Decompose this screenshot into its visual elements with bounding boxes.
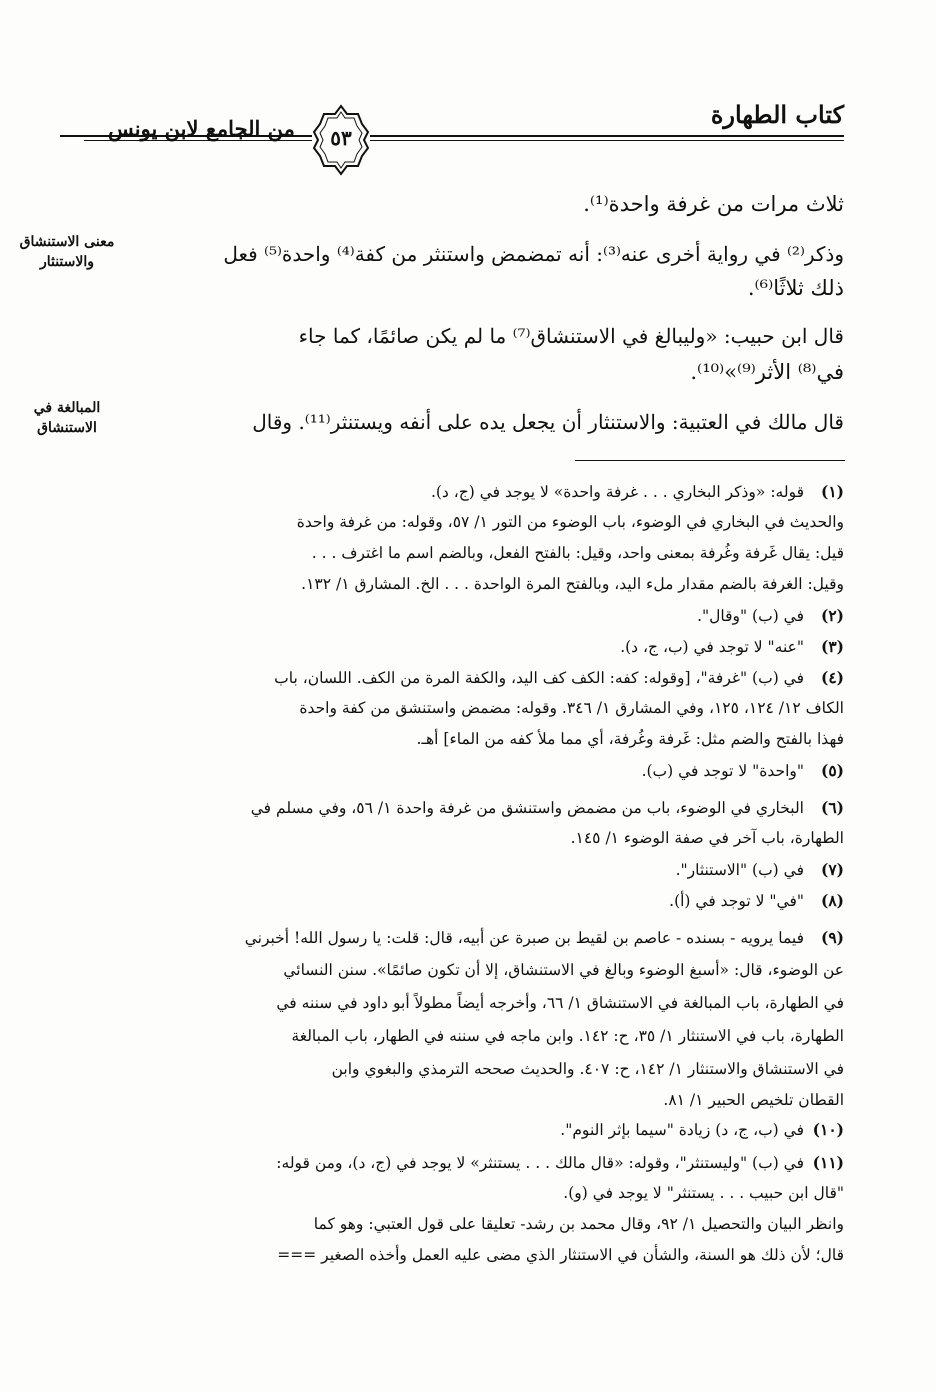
footnote-number: (٢) [820, 606, 844, 625]
main-paragraph-2-line-1: وذكر⁽²⁾ في رواية أخرى عنه⁽³⁾: أنه تمضمض واستنثر من كفة⁽⁴⁾ واحدة⁽⁵⁾ فعل [223, 242, 844, 266]
footnote-1-line-4: وقيل: الغرفة بالضم مقدار ملء اليد، وبالفتح المرة الواحدة . . . الخ. المشارق ١/ ١٣٢. [301, 575, 844, 593]
footnote-11-line-4: قال؛ لأن ذلك هو السنة، والشأن في الاستنثار الذي مضى عليه العمل وأخذه الصغير === [277, 1246, 844, 1264]
main-paragraph-3-line-2: في⁽⁸⁾ الأثر⁽⁹⁾»⁽¹⁰⁾. [690, 360, 844, 384]
footnote-9-line-2: عن الوضوء، قال: «أسبغ الوضوء وبالغ في الاستنشاق، إلا أن تكون صائمًا». سنن النسائي [283, 961, 844, 979]
main-paragraph-2-line-2: ذلك ثلاثًا⁽⁶⁾. [747, 276, 844, 300]
header-rule [60, 135, 844, 137]
footnote-number: (٣) [820, 637, 844, 656]
footnote-number: (١١) [812, 1153, 844, 1172]
footnote-10 [84, 1114, 844, 1146]
footnote-11 [84, 1147, 844, 1179]
footnote-number: (١) [820, 482, 844, 501]
footnote-number: (٨) [820, 891, 844, 910]
margin-note-exaggeration: المبالغة في الاستنشاق [33, 400, 101, 436]
footnote-5 [84, 755, 844, 787]
footnote-text: "عنه" لا توجد في (ب، ج، د). [620, 638, 804, 656]
footnote-text: في (ب) "غرفة"، [وقوله: كفه: الكف كف اليد، والكفة المرة من الكف. اللسان، باب [274, 669, 804, 687]
footnote-number: (٩) [820, 928, 844, 947]
page-number-ornament [312, 102, 370, 178]
footnote-text: "واحدة" لا توجد في (ب). [641, 762, 804, 780]
book-title: كتاب الطهارة [710, 100, 844, 129]
footnote-6 [84, 792, 844, 824]
footnote-number: (٤) [820, 668, 844, 687]
footnote-text: في (ب) "وقال". [697, 607, 804, 625]
footnote-3 [84, 631, 844, 663]
footnote-8 [84, 885, 844, 917]
chapter-title: من الجامع لابن يونس [108, 116, 295, 141]
footnote-7 [84, 854, 844, 886]
footnote-9-line-5: في الاستنشاق والاستنثار ١/ ١٤٢، ح: ٤٠٧. والحديث صححه الترمذي والبغوي وابن [331, 1060, 844, 1078]
footnote-4-line-3: فهذا بالفتح والضم مثل: غَرفة وغُرفة، أي مما ملأ كفه من الماء] أهـ. [416, 730, 844, 748]
footnote-1 [84, 476, 844, 508]
footnote-text: في (ب) "وليستنثر"، وقوله: «قال مالك . . . يستنثر» لا يوجد في (ج، د)، ومن قوله: [276, 1154, 804, 1172]
footnote-number: (١٠) [812, 1120, 844, 1139]
footnote-9 [84, 922, 844, 954]
footnote-6-line-2: الطهارة، باب آخر في صفة الوضوء ١/ ١٤٥. [570, 829, 844, 847]
main-paragraph-4-line-1: قال مالك في العتبية: والاستنثار أن يجعل يده على أنفه ويستنثر⁽¹¹⁾. وقال [252, 410, 844, 434]
footnote-9-line-6: القطان تلخيص الحبير ١/ ٨١. [663, 1091, 844, 1109]
footnote-4-line-2: الكاف ١٢/ ١٢٤، ١٢٥، وفي المشارق ١/ ٣٤٦. وقوله: مضمض واستنشق من كفة واحدة [299, 699, 844, 717]
page-number: ٥٣ [330, 126, 352, 150]
footnote-text: فيما يرويه - بسنده - عاصم بن لقيط بن صبرة عن أبيه، قال: قلت: يا رسول الله! أخبرني [244, 929, 804, 947]
footnote-number: (٧) [820, 860, 844, 879]
footnote-11-line-3: وانظر البيان والتحصيل ١/ ٩٢، وقال محمد بن رشد- تعليقا على قول العتبي: وهو كما [313, 1215, 844, 1233]
footnote-9-line-3: في الطهارة، باب المبالغة في الاستنشاق ١/ ٦٦، وأخرجه أيضاً مطولاً أبو داود في سننه في [276, 994, 844, 1012]
footnote-1-line-3: قيل: يقال غَرفة وغُرفة بمعنى واحد، وقيل: بالفتح الفعل، وبالضم اسم ما اغترف . . . [311, 544, 844, 562]
footnote-2 [84, 600, 844, 632]
margin-note-definition: معنى الاستنشاق والاستنثار [19, 234, 115, 270]
footnote-text: البخاري في الوضوء، باب من مضمض واستنشق من غرفة واحدة ١/ ٥٦، وفي مسلم في [250, 799, 804, 817]
footnote-text: قوله: «وذكر البخاري . . . غرفة واحدة» لا يوجد في (ج، د). [430, 483, 804, 501]
footnote-number: (٦) [820, 798, 844, 817]
footnote-4 [84, 662, 844, 694]
footnote-11-line-2: "قال ابن حبيب . . . يستنثر" لا يوجد في (و). [563, 1184, 844, 1202]
footnote-text: "في" لا توجد في (أ). [669, 892, 804, 910]
footnote-text: في (ب، ج، د) زيادة "سيما بإثر النوم". [560, 1121, 804, 1139]
main-paragraph-3-line-1: قال ابن حبيب: «وليبالغ في الاستنشاق⁽⁷⁾ ما لم يكن صائمًا، كما جاء [298, 324, 844, 348]
header-rule-thin [84, 140, 844, 141]
footnote-separator [575, 460, 845, 461]
footnote-9-line-4: الطهارة، باب في الاستنثار ١/ ٣٥، ح: ١٤٢. وابن ماجه في سننه في الطهار، باب المبالغة [291, 1027, 844, 1045]
footnote-text: في (ب) "الاستنثار". [675, 861, 804, 879]
main-paragraph-1: ثلاث مرات من غرفة واحدة⁽¹⁾. [583, 192, 844, 216]
footnote-number: (٥) [820, 761, 844, 780]
footnote-1-line-2: والحديث في البخاري في الوضوء، باب الوضوء من التور ١/ ٥٧، وقوله: من غرفة واحدة [296, 513, 844, 531]
